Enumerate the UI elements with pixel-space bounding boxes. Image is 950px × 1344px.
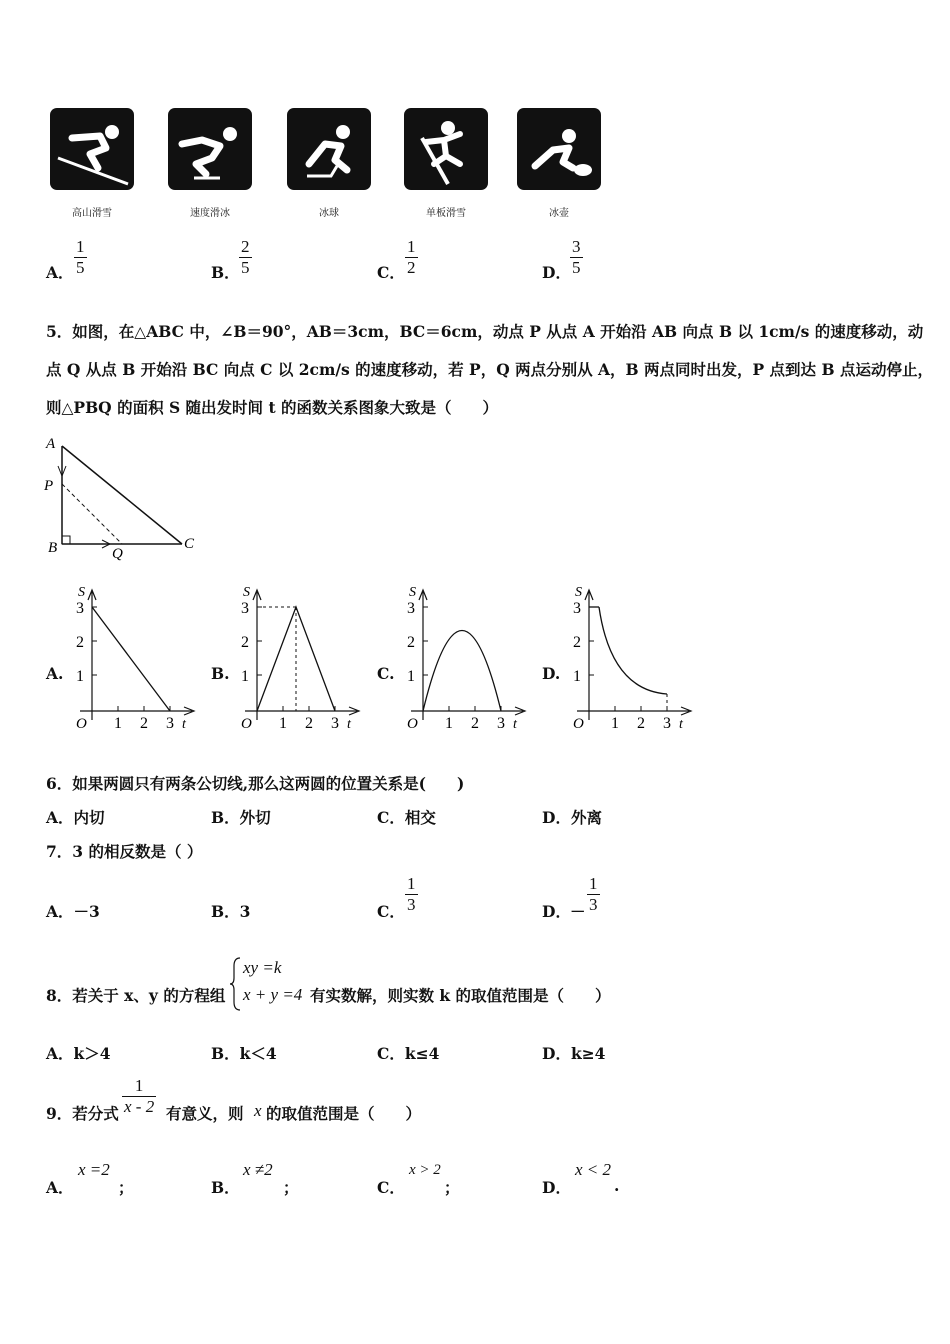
svg-text:1: 1 [114,715,122,732]
point-p-label: P [44,478,54,494]
option-expression: x =2 [78,1160,110,1179]
option: B．外切 [211,808,271,827]
fraction: $\frac{1}{3}$ [589,874,598,914]
fraction: $\frac{1}{5}$ [76,237,85,277]
svg-text:t: t [347,717,351,732]
option-letter: A． [46,263,74,282]
svg-text:2: 2 [637,715,645,732]
icon-label: 单板滑雪 [426,208,466,219]
graph-option-letter: B. [211,664,230,683]
question-9-stem-before: 9．若分式 [46,1104,119,1123]
svg-text:3: 3 [407,600,415,617]
vertex-b-label: B [48,540,58,556]
graph-a [70,580,200,740]
icon-label: 高山滑雪 [72,208,112,219]
svg-text:3: 3 [663,715,671,732]
icon-label: 冰壶 [549,208,569,219]
svg-text:3: 3 [166,715,174,732]
vertex-c-label: C [184,536,195,552]
svg-text:1: 1 [573,668,581,685]
svg-text:2: 2 [407,634,415,651]
option: D．k≥4 [542,1044,606,1063]
option-end: ； [444,1178,460,1197]
point-q-label: Q [112,546,123,562]
svg-text:O: O [407,716,418,732]
option-letter: C． [377,1178,405,1197]
svg-text:2: 2 [76,634,84,651]
option-letter: D． [542,902,571,921]
svg-text:t: t [513,717,517,732]
option-letter: C． [377,263,405,282]
option-letter: D． [542,1178,571,1197]
speed-skating-icon [168,108,252,190]
svg-text:t: t [679,717,683,732]
equation-2: x + y =4 [243,985,303,1004]
svg-text:S: S [409,585,416,600]
graph-b [235,580,365,740]
svg-text:2: 2 [471,715,479,732]
option-end: ； [283,1178,299,1197]
alpine-skiing-icon [50,108,134,190]
svg-text:1: 1 [611,715,619,732]
option-expression: x ≠2 [243,1160,273,1179]
fraction: $\frac{3}{5}$ [572,237,581,277]
vertex-a-label: A [46,436,56,452]
svg-text:2: 2 [140,715,148,732]
svg-text:2: 2 [241,634,249,651]
option: A．k＞4 [46,1044,111,1063]
svg-text:2: 2 [305,715,313,732]
equation-1: xy =k [243,958,282,977]
option-end: ； [118,1178,134,1197]
triangle-figure [40,432,210,562]
svg-text:t: t [182,717,186,732]
option: C．相交 [377,808,436,827]
svg-text:S: S [575,585,582,600]
svg-text:2: 2 [573,634,581,651]
equation-brace [228,956,242,1012]
question-5-line-3: 则△PBQ 的面积 S 随出发时间 t 的函数关系图象大致是（ ） [46,398,499,417]
fraction: $\frac{1}{x - 2}$ [124,1076,155,1116]
svg-text:O: O [241,716,252,732]
option-letter: D． [542,263,571,282]
svg-text:3: 3 [573,600,581,617]
option: D．外离 [542,808,602,827]
icon-label: 速度滑冰 [190,208,230,219]
question-5-line-1: 5．如图，在△ABC 中，∠B＝90°，AB＝3cm，BC＝6cm，动点 P 从点 A 开始沿 AB 向点 B 以 1cm/s 的速度移动，动 [46,322,924,341]
option-expression: x > 2 [409,1162,441,1178]
variable-x: x [254,1101,262,1120]
minus-sign: － [570,902,586,921]
fraction: $\frac{1}{2}$ [407,237,416,277]
svg-text:1: 1 [279,715,287,732]
question-9-stem-after: 的取值范围是（ ） [266,1104,422,1123]
svg-text:S: S [243,585,250,600]
graph-option-letter: A. [46,664,64,683]
svg-text:3: 3 [241,600,249,617]
option-letter: A． [46,1178,74,1197]
graph-c [401,580,531,740]
svg-text:1: 1 [241,668,249,685]
question-8-stem-before: 8．若关于 x、y 的方程组 [46,986,226,1005]
question-9-stem-mid: 有意义，则 [166,1104,244,1123]
snowboard-icon [404,108,488,190]
question-5-line-2: 点 Q 从点 B 开始沿 BC 向点 C 以 2cm/s 的速度移动，若 P，Q 两点分别从 A，B 两点同时出发，P 点到达 B 点运动停止， [46,360,933,379]
svg-text:3: 3 [331,715,339,732]
svg-text:1: 1 [407,668,415,685]
question-8-stem-after: 有实数解，则实数 k 的取值范围是（ ） [310,986,611,1005]
graph-d [567,580,697,740]
svg-text:1: 1 [445,715,453,732]
icon-label: 冰球 [319,208,339,219]
option-letter: C． [377,902,405,921]
option: B．k＜4 [211,1044,277,1063]
option: A．－3 [46,902,100,921]
svg-text:1: 1 [76,668,84,685]
question-7-stem: 7．3 的相反数是（ ） [46,842,203,861]
svg-text:3: 3 [497,715,505,732]
question-6-stem: 6．如果两圆只有两条公切线,那么这两圆的位置关系是( ) [46,774,465,793]
option-end: . [614,1176,620,1195]
svg-text:S: S [78,585,85,600]
option: C．k≤4 [377,1044,440,1063]
option: B．3 [211,902,251,921]
fraction: $\frac{1}{3}$ [407,874,416,914]
option-expression: x < 2 [575,1160,612,1179]
ice-hockey-icon [287,108,371,190]
svg-text:3: 3 [76,600,84,617]
fraction: $\frac{2}{5}$ [241,237,250,277]
option: A．内切 [46,808,105,827]
curling-icon [517,108,601,190]
svg-text:O: O [573,716,584,732]
option-letter: B． [211,263,240,282]
graph-option-letter: D. [542,664,561,683]
option-letter: B． [211,1178,240,1197]
graph-option-letter: C. [377,664,395,683]
svg-text:O: O [76,716,87,732]
